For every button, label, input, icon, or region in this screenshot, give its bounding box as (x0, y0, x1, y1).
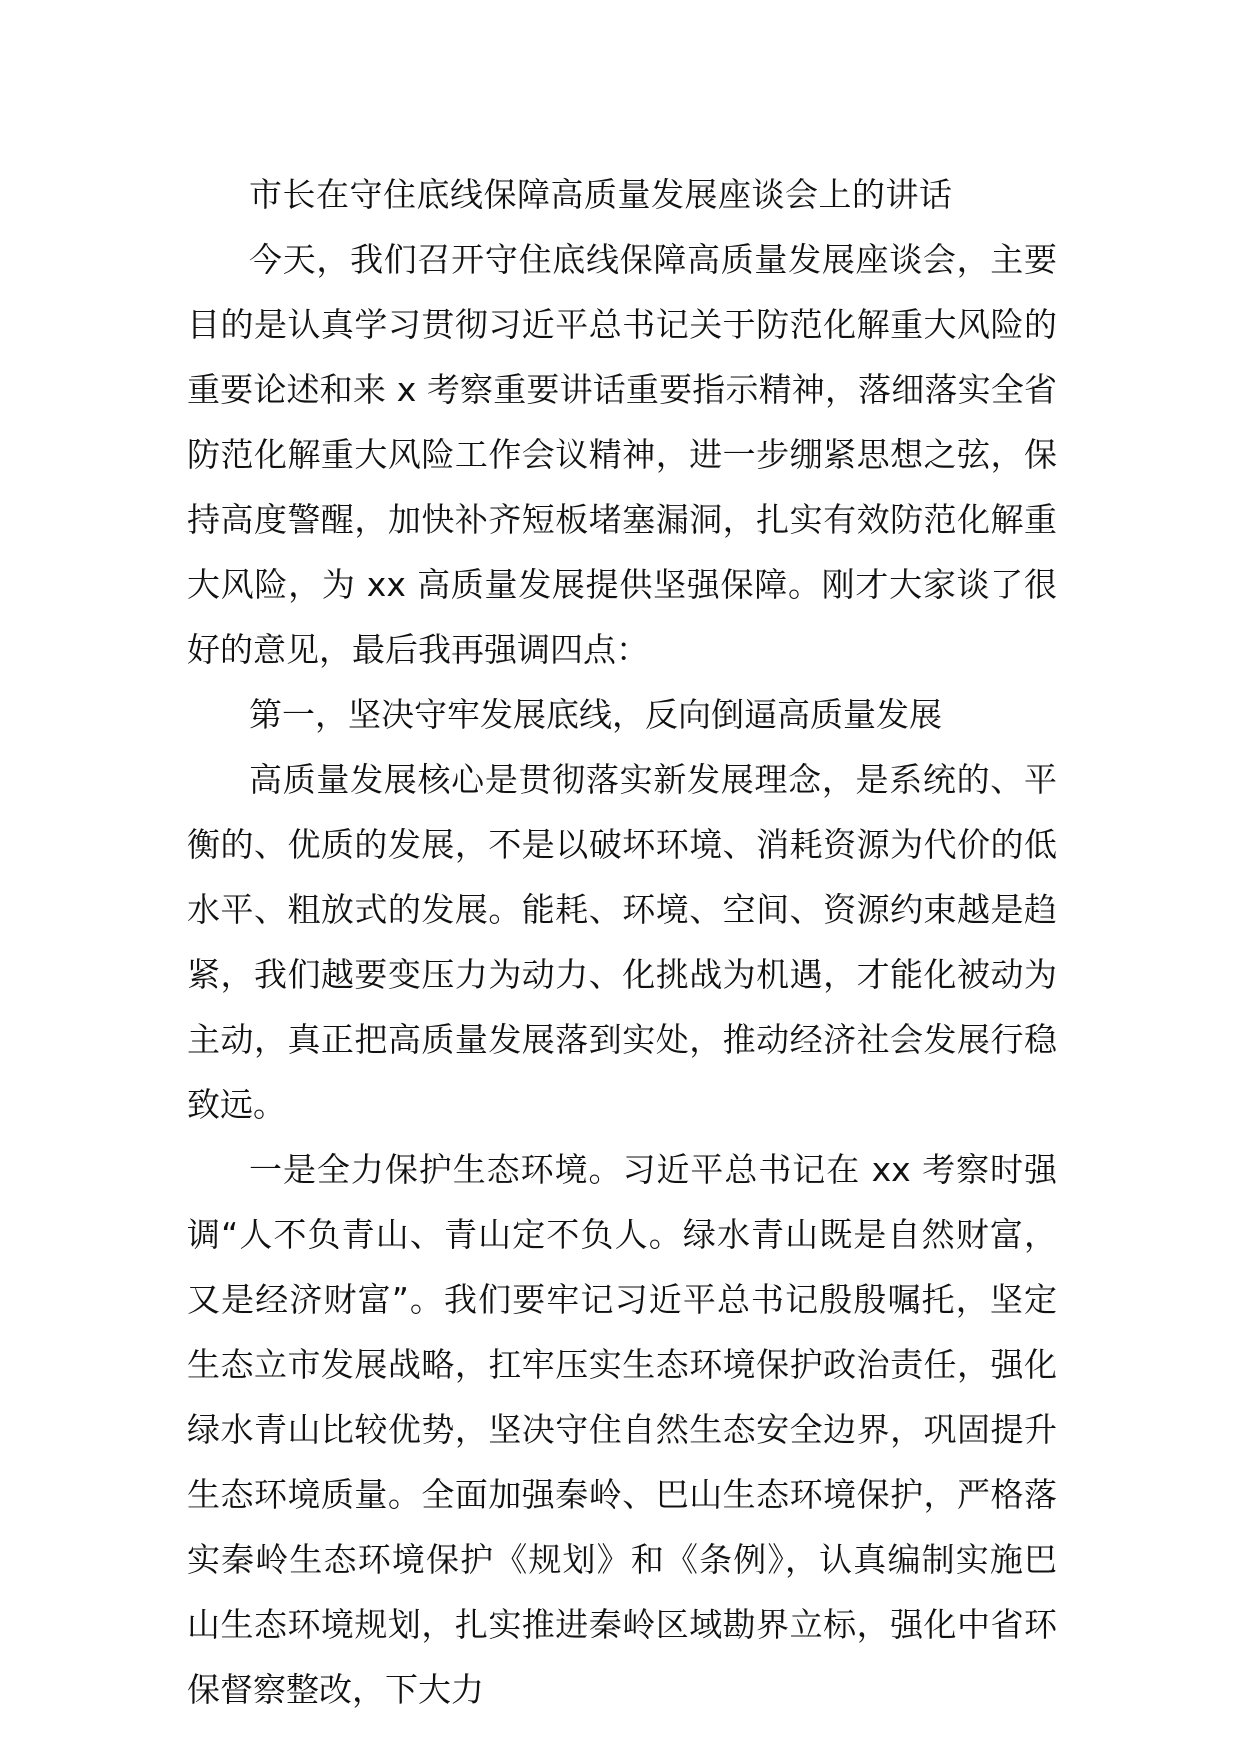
section-heading-first: 第一，坚决守牢发展底线，反向倒逼高质量发展 (249, 695, 942, 734)
paragraph-ecology: 一是全力保护生态环境。习近平总书记在 xx 考察时强调“人不负青山、青山定不负人。绿水青山既是自然财富，又是经济财富”。我们要牢记习近平总书记殷殷嘱托，坚定生态立市发展战略，扛牢压实生态环境保护政治责任，强化绿水青山比较优势，坚决守住自然生态安全边界，巩固提升生态环境质量。全面加强秦岭、巴山生态环境保护，严格落实秦岭生态环境保护《规划》和《条例》，认真编制实施巴山生态环境规划，扎实推进秦岭区域勘界立标，强化中省环保督察整改，下大力 (187, 1150, 1057, 1709)
document-page (187, 162, 1057, 1722)
paragraph-high-quality: 高质量发展核心是贯彻落实新发展理念，是系统的、平衡的、优质的发展，不是以破坏环境、消耗资源为代价的低水平、粗放式的发展。能耗、环境、空间、资源约束越是趋紧，我们越要变压力为动力、化挑战为机遇，才能化被动为主动，真正把高质量发展落到实处，推动经济社会发展行稳致远。 (187, 760, 1057, 1124)
document-title: 市长在守住底线保障高质量发展座谈会上的讲话 (249, 175, 953, 214)
paragraph-intro: 今天，我们召开守住底线保障高质量发展座谈会，主要目的是认真学习贯彻习近平总书记关于防范化解重大风险的重要论述和来 x 考察重要讲话重要指示精神，落细落实全省防范化解重大风险工作会议精神，进一步绷紧思想之弦，保持高度警醒，加快补齐短板堵塞漏洞，扎实有效防范化解重大风险，为 xx 高质量发展提供坚强保障。刚才大家谈了很好的意见，最后我再强调四点： (187, 240, 1057, 669)
